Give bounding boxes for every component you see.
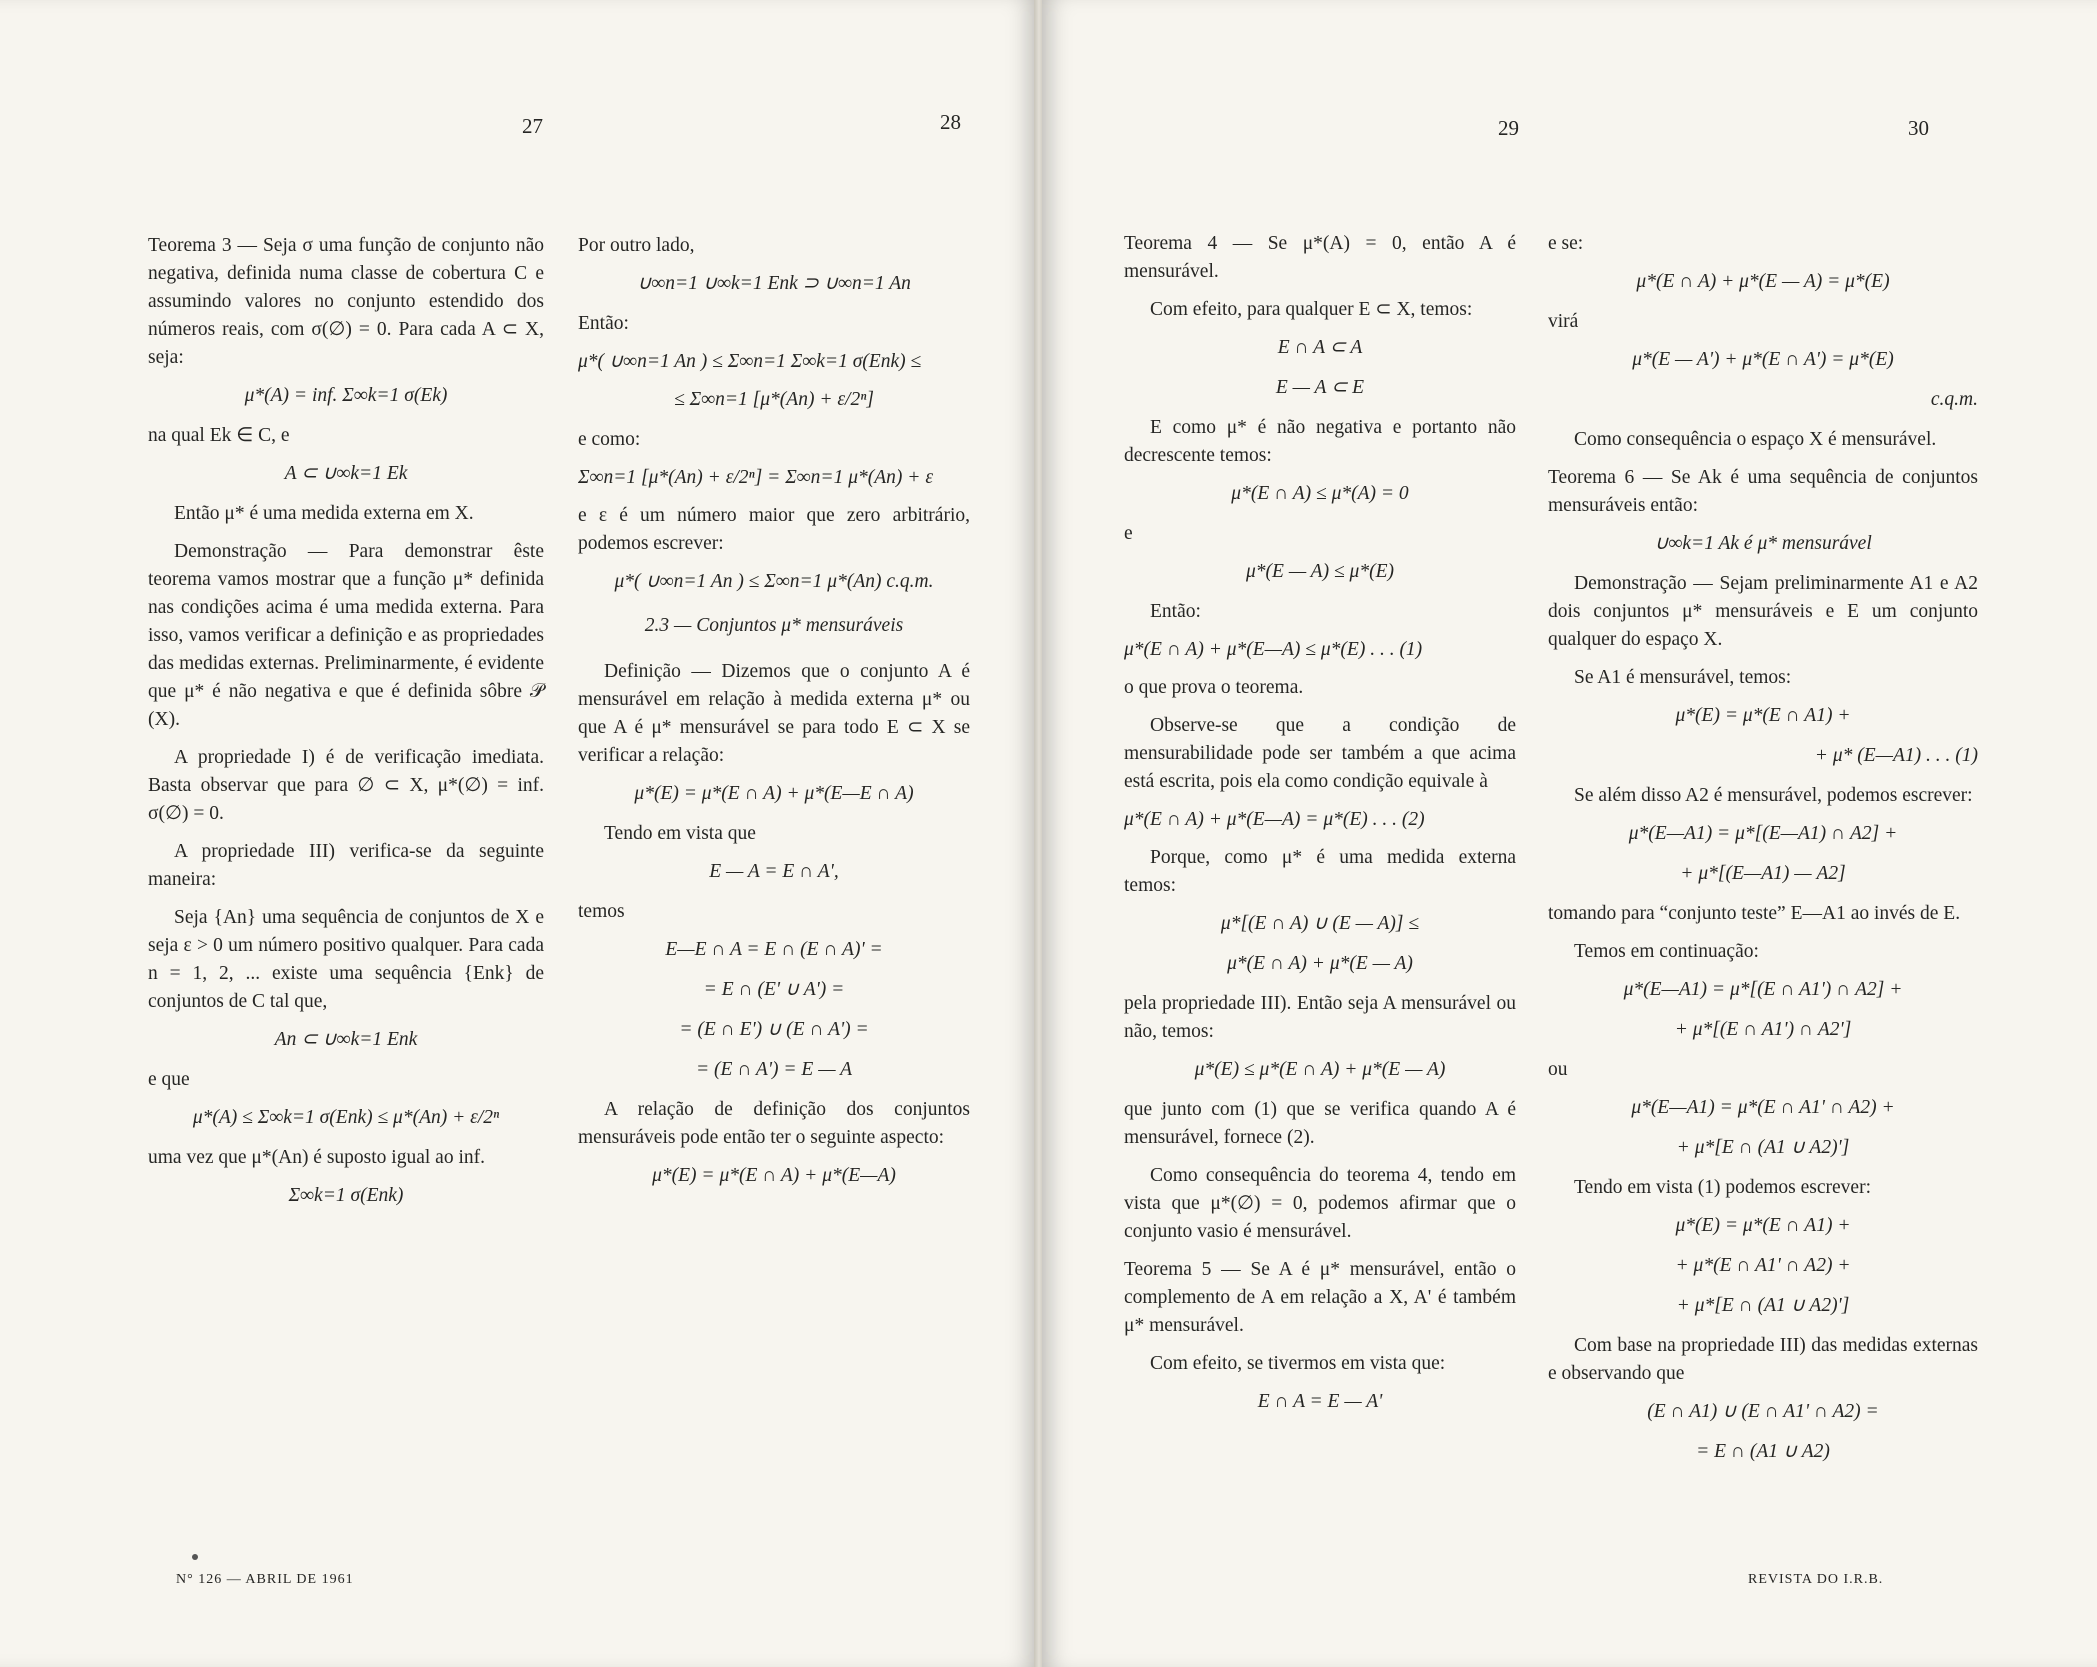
equation-derivation-1: E—E ∩ A = E ∩ (E ∩ A)' = — [665, 939, 883, 960]
equation-conclusion: μ*(E — A') + μ*(E ∩ A') = μ*(E) — [1632, 349, 1894, 370]
section-heading-2-3: 2.3 — Conjuntos μ* mensuráveis — [644, 615, 904, 636]
equation-measurability-2: μ*(E) = μ*(E ∩ A) + μ*(E—A) — [652, 1165, 896, 1186]
text-line: e — [1124, 523, 1133, 544]
equation-final-2: = E ∩ (A1 ∪ A2) — [1696, 1441, 1830, 1462]
qed-mark: c.q.m. — [1930, 389, 1978, 410]
text-line: Então: — [578, 313, 629, 334]
sequence-paragraph: Seja {An} uma sequência de conjuntos de X e seja ε > 0 um número positivo qualquer. Para cada n = 1, 2, ... existe uma sequência {Enk} de conjuntos de C tal que, — [148, 907, 544, 1012]
text-line: virá — [1548, 311, 1579, 332]
theorem-3-statement: Teorema 3 — Seja σ uma função de conjunto não negativa, definida numa classe de cobertura C e assumindo valores no conjunto estendido dos números reais, com σ(∅) = 0. Para cada A ⊂ X, seja: — [148, 235, 544, 368]
text-line: uma vez que μ*(An) é suposto igual ao inf. — [148, 1147, 485, 1168]
text-line: Então μ* é uma medida externa em X. — [174, 503, 474, 524]
equation-outer-measure: μ*(A) = inf. Σ∞k=1 σ(Ek) — [244, 385, 448, 406]
text-line: Se A1 é mensurável, temos: — [1574, 667, 1792, 688]
equation-derivation-3: = (E ∩ E') ∪ (E ∩ A') = — [679, 1019, 869, 1040]
equation-hypothesis: μ*(E ∩ A) + μ*(E — A) = μ*(E) — [1636, 271, 1890, 292]
page-number-30: 30 — [1908, 116, 1929, 140]
text-line: Com efeito, para qualquer E ⊂ X, temos: — [1150, 299, 1473, 320]
text-line: que junto com (1) que se verifica quando A é mensurável, fornece (2). — [1124, 1099, 1516, 1148]
equation-sum-1: μ*(E) = μ*(E ∩ A1) + — [1675, 1215, 1851, 1236]
property-3-paragraph: A propriedade III) verifica-se da seguinte maneira: — [148, 841, 544, 890]
text-line: ou — [1548, 1059, 1568, 1080]
equation-a1-2: + μ* (E—A1) . . . (1) — [1814, 745, 1978, 766]
text-line: o que prova o teorema. — [1124, 677, 1304, 698]
text-line: temos — [578, 901, 625, 922]
column-page-28 — [578, 232, 970, 1202]
theorem-4-statement: Teorema 4 — Se μ*(A) = 0, então A é mensurável. — [1124, 233, 1516, 282]
left-page — [0, 0, 1036, 1667]
equation-subset-2: E — A ⊂ E — [1275, 377, 1365, 398]
definition-remark: A relação de definição dos conjuntos mensuráveis pode então ter o seguinte aspecto: — [578, 1099, 970, 1148]
page-number-29: 29 — [1498, 116, 1519, 140]
theorem-6-statement: Teorema 6 — Se Ak é uma sequência de conjuntos mensuráveis então: — [1548, 467, 1978, 516]
equation-2: μ*(E ∩ A) + μ*(E—A) = μ*(E) . . . (2) — [1124, 809, 1425, 830]
text-line: Temos em continuação: — [1574, 941, 1759, 962]
text-line: E como μ* é não negativa e portanto não decrescente temos: — [1124, 417, 1516, 466]
equation-bound-1: μ*( ∪∞n=1 An ) ≤ Σ∞n=1 Σ∞k=1 σ(Enk) ≤ — [578, 351, 922, 372]
text-line: pela propriedade III). Então seja A mensurável ou não, temos: — [1124, 993, 1516, 1042]
page-number-27: 27 — [522, 114, 543, 138]
remark-paragraph: Observe-se que a condição de mensurabilidade pode ser também a que acima está escrita, pois ela como condição equivale à — [1124, 715, 1516, 792]
equation-1: μ*(E ∩ A) + μ*(E—A) ≤ μ*(E) . . . (1) — [1124, 639, 1423, 660]
equation-union: ∪∞n=1 ∪∞k=1 Enk ⊃ ∪∞n=1 An — [637, 273, 911, 294]
definition-paragraph: Definição — Dizemos que o conjunto A é mensurável em relação à medida externa μ* ou que A é μ* mensurável se para todo E ⊂ X se verificar a relação: — [578, 661, 970, 766]
equation-a2-1: μ*(E—A1) = μ*[(E—A1) ∩ A2] + — [1628, 823, 1898, 844]
text-line: Se além disso A2 é mensurável, podemos escrever: — [1574, 785, 1973, 806]
equation-union-bound-1: μ*[(E ∩ A) ∪ (E — A)] ≤ — [1220, 913, 1420, 934]
text-line: e se: — [1548, 233, 1584, 254]
text-line: Com base na propriedade III) das medidas externas e observando que — [1548, 1335, 1978, 1384]
equation-continuation-1: μ*(E—A1) = μ*[(E ∩ A1') ∩ A2] + — [1623, 979, 1903, 1000]
equation-derivation-4: = (E ∩ A') = E — A — [696, 1059, 852, 1080]
equation-union-bound-2: μ*(E ∩ A) + μ*(E — A) — [1227, 953, 1413, 974]
equation-e-inequality: μ*(E) ≤ μ*(E ∩ A) + μ*(E — A) — [1194, 1059, 1446, 1080]
equation-bound-2: ≤ Σ∞n=1 [μ*(An) + ε/2ⁿ] — [674, 389, 874, 410]
equation-measurability: μ*(E) = μ*(E ∩ A) + μ*(E—E ∩ A) — [634, 783, 914, 804]
equation-difference: E — A = E ∩ A', — [709, 861, 839, 882]
equation-derivation-2: = E ∩ (E' ∪ A') = — [703, 979, 845, 1000]
footer-journal: REVISTA DO I.R.B. — [1748, 1572, 1884, 1587]
equation-union-measurable: ∪∞k=1 Ak é μ* mensurável — [1654, 533, 1872, 554]
equation-subadditivity: μ*( ∪∞n=1 An ) ≤ Σ∞n=1 μ*(An) c.q.m. — [614, 571, 934, 592]
equation-sum-3: + μ*[E ∩ (A1 ∪ A2)'] — [1676, 1295, 1850, 1316]
equation-continuation-2: + μ*[(E ∩ A1') ∩ A2'] — [1674, 1019, 1852, 1040]
text-line: Com efeito, se tivermos em vista que: — [1150, 1353, 1446, 1374]
text-line: e como: — [578, 429, 641, 450]
equation-final-1: (E ∩ A1) ∪ (E ∩ A1' ∩ A2) = — [1647, 1401, 1879, 1422]
theorem-5-statement: Teorema 5 — Se A é μ* mensurável, então o complemento de A em relação a X, A' é também μ* mensurável. — [1124, 1259, 1516, 1336]
text-line: na qual Ek ∈ C, e — [148, 425, 290, 446]
text-line: Por outro lado, — [578, 235, 695, 256]
proof-paragraph: Demonstração — Sejam preliminarmente A1 e A2 dois conjuntos μ* mensuráveis e E um conjunto qualquer do espaço X. — [1548, 573, 1978, 650]
equation-zero-bound: μ*(E ∩ A) ≤ μ*(A) = 0 — [1231, 483, 1409, 504]
text-line: Tendo em vista que — [604, 823, 756, 844]
equation-cover: A ⊂ ∪∞k=1 Ek — [284, 463, 408, 484]
text-line: Então: — [1150, 601, 1201, 622]
column-page-29 — [1124, 230, 1516, 1428]
column-page-30 — [1548, 230, 1978, 1478]
property-1-paragraph: A propriedade I) é de verificação imediata. Basta observar que para ∅ ⊂ X, μ*(∅) = inf. σ(∅) = 0. — [148, 747, 544, 824]
equation-subset-1: E ∩ A ⊂ A — [1277, 337, 1363, 358]
text-line: tomando para “conjunto teste” E—A1 ao invés de E. — [1548, 903, 1961, 924]
corollary-paragraph: Como consequência do teorema 4, tendo em vista que μ*(∅) = 0, podemos afirmar que o conjunto vasio é mensurável. — [1124, 1165, 1516, 1242]
equation-alt-1: μ*(E—A1) = μ*(E ∩ A1' ∩ A2) + — [1631, 1097, 1895, 1118]
equation-a2-2: + μ*[(E—A1) — A2] — [1680, 863, 1846, 884]
footer-issue: N° 126 — ABRIL DE 1961 — [176, 1572, 354, 1587]
text-line: e que — [148, 1069, 190, 1090]
page-number-28: 28 — [940, 110, 961, 134]
equation-e-bound: μ*(E — A) ≤ μ*(E) — [1246, 561, 1394, 582]
text-line: Tendo em vista (1) podemos escrever: — [1574, 1177, 1871, 1198]
equation-alt-2: + μ*[E ∩ (A1 ∪ A2)'] — [1676, 1137, 1850, 1158]
equation-inequality: μ*(A) ≤ Σ∞k=1 σ(Enk) ≤ μ*(An) + ε/2ⁿ — [192, 1107, 500, 1128]
column-page-27 — [148, 232, 544, 1222]
text-line: Como consequência o espaço X é mensurável. — [1574, 429, 1937, 450]
text-line: e ε é um número maior que zero arbitrário, podemos escrever: — [578, 505, 970, 554]
equation-a1-1: μ*(E) = μ*(E ∩ A1) + — [1675, 705, 1851, 726]
text-line: Porque, como μ* é uma medida externa temos: — [1124, 847, 1516, 896]
equation-sum: Σ∞k=1 σ(Enk) — [288, 1185, 404, 1206]
ink-dot — [192, 1554, 198, 1560]
equation-sequence-cover: An ⊂ ∪∞k=1 Enk — [274, 1029, 418, 1050]
right-page — [1042, 0, 2097, 1667]
proof-paragraph: Demonstração — Para demonstrar êste teorema vamos mostrar que a função μ* definida nas condições acima é uma medida externa. Para isso, vamos verificar a definição e as propriedades das medidas externas. Preliminarmente, é evidente que μ* é não negativa e que é definida sôbre 𝒫 (X). — [148, 541, 544, 730]
equation-complement: E ∩ A = E — A' — [1257, 1391, 1383, 1412]
equation-sum-epsilon: Σ∞n=1 [μ*(An) + ε/2ⁿ] = Σ∞n=1 μ*(An) + ε — [578, 467, 933, 488]
equation-sum-2: + μ*(E ∩ A1' ∩ A2) + — [1675, 1255, 1851, 1276]
